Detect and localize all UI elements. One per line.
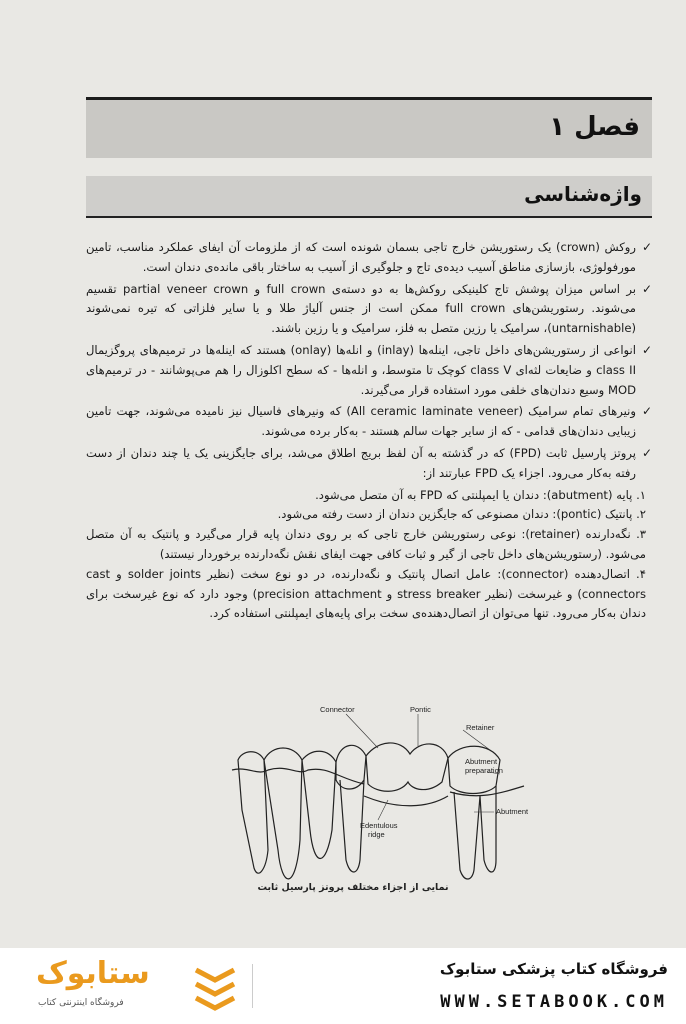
label-ridge-1: Edentulous (360, 821, 398, 830)
section-header (86, 176, 652, 218)
premolar-outline (302, 751, 336, 858)
components-list (86, 486, 652, 625)
body-text (86, 238, 652, 624)
label-ridge-2: ridge (368, 830, 385, 839)
figure-caption: نمایی از اجزاء مختلف پروتز پارسیل ثابت (257, 882, 449, 893)
list-item: ۱. پایه (abutment): دندان یا ایمپلنتی که FPD به آن متصل می‌شود. (315, 487, 646, 502)
pontic-outline (366, 743, 448, 791)
checkmark-icon: ✓ (641, 445, 652, 460)
store-url[interactable]: WWW.SETABOOK.COM (440, 992, 668, 1012)
chapter-header (86, 97, 652, 158)
label-pontic: Pontic (410, 705, 431, 714)
ridge-outline (364, 796, 448, 806)
label-abutment-prep-2: preparation (465, 766, 503, 775)
store-logo-subtitle: فروشگاه اینترنتی کتاب (38, 998, 124, 1008)
paragraph: ✓ بر اساس میزان پوشش تاج کلینیکی روکش‌ها به دو دسته‌ی full crown و partial veneer crown تقسیم می‌شوند. رستوریشن‌های full crown ممکن است از جنس آلیاژ طلا و یا سایر فلزاتی که تیره نمی‌شوند (untarnishable)، سرامیک یا رزین متصل به فلز، سرامیک و یا رزین باشند. (86, 281, 652, 336)
list-item: ۳. نگه‌دارنده (retainer): نوعی رستوریشن خارج تاجی که بر روی دندان پایه قرار می‌گیرد و پانتیک به آن متصل می‌شود. (رستوریشن‌های داخل تاجی از گیر و ثبات کافی جهت ایفای نقش نگه‌دارنده برخوردار نیستند) (86, 527, 646, 561)
paragraph: ✓ انواعی از رستوریشن‌های داخل تاجی، اینله‌ها (inlay) و انله‌ها (onlay) هستند که اینله‌ها در ترمیم‌های پروگزیمال class II و ضایعات لثه‌ای class V کوچک تا متوسط، و انله‌ها - که سطح اکلوزال را هم می‌پوشانند - در ترمیم‌های MOD وسیع دندان‌های خلفی مورد استفاده قرار می‌گیرند. (86, 342, 652, 397)
book-stack-icon (192, 960, 238, 1012)
left-tooth-outline (238, 752, 268, 873)
label-abutment: Abutment (496, 807, 528, 816)
store-footer (0, 948, 686, 1024)
checkmark-icon: ✓ (641, 342, 652, 357)
section-title: واژه‌شناسی (524, 182, 642, 206)
canine-outline (264, 748, 302, 879)
checkmark-icon: ✓ (641, 404, 652, 419)
label-abutment-prep-1: Abutment (465, 757, 498, 766)
checkmark-icon: ✓ (641, 240, 652, 254)
label-connector: Connector (320, 705, 355, 714)
paragraph: ✓ روکش (crown) یک رستوریشن خارج تاجی بسمان شونده است که از ملزومات آن ایفای عملکرد مناسب، تامین مورفولوژی، بازسازی مناطق آسیب دیده‌ی تاج و جلوگیری از آسیب به ساختار باقی مانده‌ی دندان است. (86, 240, 652, 274)
paragraph: ✓ پروتز پارسیل ثابت (FPD) که در گذشته به آن لفظ بریج اطلاق می‌شد، برای جایگزینی یک یا چند دندان از دست رفته به‌کار می‌رود. اجزاء یک FPD عبارتند از: (86, 445, 652, 480)
fpd-diagram (228, 700, 528, 905)
paragraph: ✓ ونیرهای تمام سرامیک (All ceramic laminate veneer) که ونیرهای فاسیال نیز نامیده می‌شوند، جهت تامین زیبایی دندان‌های قدامی - که از سایر جهات سالم هستند - به‌کار برده می‌شوند. (86, 404, 652, 439)
checkmark-icon: ✓ (641, 281, 652, 296)
list-item: ۲. پانتیک (pontic): دندان مصنوعی که جایگزین دندان از دست رفته می‌شود. (277, 507, 646, 522)
divider (252, 964, 253, 1008)
chapter-title: فصل ۱ (549, 112, 640, 142)
list-item: ۴. اتصال‌دهنده (connector): عامل اتصال پانتیک و نگه‌دارنده، در دو نوع سخت (نظیر solder joints و cast connectors) و غیرسخت (نظیر stress breaker و precision attachment) وجود دارد که نوع غیرسخت برای دندان به‌کار می‌رود. تنها می‌توان از اتصال‌دهنده‌ی سخت برای پایه‌های ایمپلنتی استفاده کرد. (86, 566, 647, 621)
store-title: فروشگاه کتاب پزشکی ستابوک (439, 960, 668, 978)
store-logo-text: ستابوک (36, 956, 150, 991)
label-retainer: Retainer (466, 723, 495, 732)
abutment-right-roots (454, 786, 496, 879)
